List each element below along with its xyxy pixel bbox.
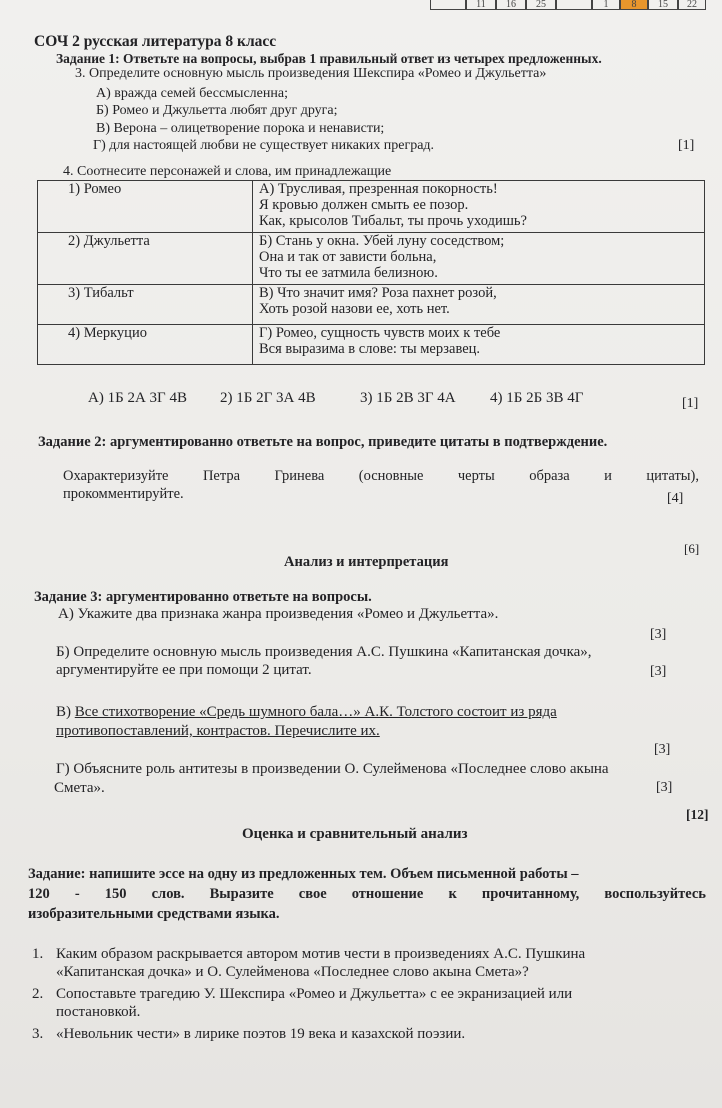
q3-option-b: Б) Ромео и Джульетта любят друг друга; (96, 103, 338, 118)
essay-task-line1: Задание: напишите эссе на одну из предложенных тем. Объем письменной работы – (28, 866, 579, 882)
character-cell: 2) Джульетта (38, 233, 253, 285)
task3-d-score: [3] (656, 780, 673, 795)
topic-2-line1: Сопоставьте трагедию У. Шекспира «Ромео и Джульетта» с ее экранизацией или (56, 986, 573, 1002)
topic-1-line1: Каким образом раскрывается автором мотив чести в произведениях А.С. Пушкина (56, 946, 586, 962)
score-cell: 22 (678, 0, 706, 10)
score-cell: 15 (648, 0, 678, 10)
score-cell: 16 (496, 0, 526, 10)
task3-d-line2: Смета». (54, 780, 105, 796)
q4-answer-2: 2) 1Б 2Г 3А 4В (220, 390, 316, 406)
q3-option-a: А) вражда семей бессмысленна; (96, 86, 288, 101)
q4-answer-3: 3) 1Б 2В 3Г 4А (360, 390, 456, 406)
topic-2-number: 2. (32, 986, 44, 1002)
table-row (38, 285, 705, 325)
q3-text: 3. Определите основную мысль произведения Шекспира «Ромео и Джульетта» (75, 66, 547, 81)
topic-3-line1: «Невольник чести» в лирике поэтов 19 века и казахской поэзии. (56, 1026, 466, 1042)
score-cell: 1 (592, 0, 620, 10)
topic-1-line2: «Капитанская дочка» и О. Сулейменова «Последнее слово акына Смета»? (56, 964, 529, 980)
task3-c-score: [3] (654, 742, 671, 757)
task3-c-line1: В) Все стихотворение «Средь шумного бала…» А.К. Толстого состоит из ряда (56, 704, 557, 720)
topic-2-line2: постановкой. (56, 1004, 141, 1020)
q4-text: 4. Соотнесите персонажей и слова, им принадлежащие (63, 164, 392, 179)
task3-a-score: [3] (650, 627, 667, 642)
task3-d-line1: Г) Объясните роль антитезы в произведении О. Сулейменова «Последнее слово акына (56, 761, 609, 777)
quote-cell: В) Что значит имя? Роза пахнет розой, Хоть розой назови ее, хоть нет. (253, 285, 705, 325)
task3-c-line2: противопоставлений, контрастов. Перечислите их. (56, 723, 380, 739)
character-cell: 4) Меркуцио (38, 325, 253, 365)
score-cell: 11 (466, 0, 496, 10)
score-cell-highlighted: 8 (620, 0, 648, 10)
q3-score: [1] (678, 138, 695, 153)
q4-answer-4: 4) 1Б 2Б 3В 4Г (490, 390, 584, 406)
task1-heading: Задание 1: Ответьте на вопросы, выбрав 1 правильный ответ из четырех предложенных. (56, 51, 602, 66)
q4-answer-1: А) 1Б 2А 3Г 4В (88, 390, 187, 406)
table-row (38, 325, 705, 365)
character-cell: 3) Тибальт (38, 285, 253, 325)
essay-task-line3: изобразительными средствами языка. (28, 906, 280, 922)
score-cell (430, 0, 466, 10)
table-row (38, 233, 705, 285)
evaluation-heading: Оценка и сравнительный анализ (242, 826, 468, 842)
page-title: СОЧ 2 русская литература 8 класс (34, 33, 277, 50)
task2-line1: Охарактеризуйте Петра Гринева (основные черты образа и цитаты), (63, 468, 699, 484)
q3-option-d: Г) для настоящей любви не существует никаких преград. (93, 138, 435, 153)
topic-1-number: 1. (32, 946, 44, 962)
task3-heading: Задание 3: аргументированно ответьте на вопросы. (34, 589, 372, 605)
quote-cell: Б) Стань у окна. Убей луну соседством; Она и так от зависти больна, Что ты ее затмила белизною. (253, 233, 705, 285)
task3-b-line2: аргументируйте ее при помощи 2 цитат. (56, 662, 312, 678)
section-score: [12] (686, 807, 709, 822)
q4-score: [1] (682, 396, 699, 411)
matching-table (37, 180, 705, 365)
character-cell: 1) Ромео (38, 181, 253, 233)
task2-heading: Задание 2: аргументированно ответьте на вопрос, приведите цитаты в подтверждение. (38, 434, 608, 450)
score-cell: 25 (526, 0, 556, 10)
section-score: [6] (684, 541, 700, 556)
analysis-heading: Анализ и интерпретация (284, 554, 449, 570)
score-cell (556, 0, 592, 10)
task2-score: [4] (667, 491, 684, 506)
task3-a: А) Укажите два признака жанра произведения «Ромео и Джульетта». (58, 606, 499, 622)
table-row (38, 181, 705, 233)
q3-option-c: В) Верона – олицетворение порока и ненависти; (96, 121, 385, 136)
topic-3-number: 3. (32, 1026, 44, 1042)
quote-cell: А) Трусливая, презренная покорность! Я кровью должен смыть ее позор. Как, крысолов Тибальт, ты прочь уходишь? (253, 181, 705, 233)
task3-b-score: [3] (650, 664, 667, 679)
task3-b-line1: Б) Определите основную мысль произведения А.С. Пушкина «Капитанская дочка», (56, 644, 592, 660)
score-strip (430, 0, 706, 10)
task2-line2: прокомментируйте. (63, 486, 184, 502)
quote-cell: Г) Ромео, сущность чувств моих к тебе Вся выразима в слове: ты мерзавец. (253, 325, 705, 365)
essay-task-line2: 120 - 150 слов. Выразите свое отношение к прочитанному, воспользуйтесь (28, 886, 706, 902)
